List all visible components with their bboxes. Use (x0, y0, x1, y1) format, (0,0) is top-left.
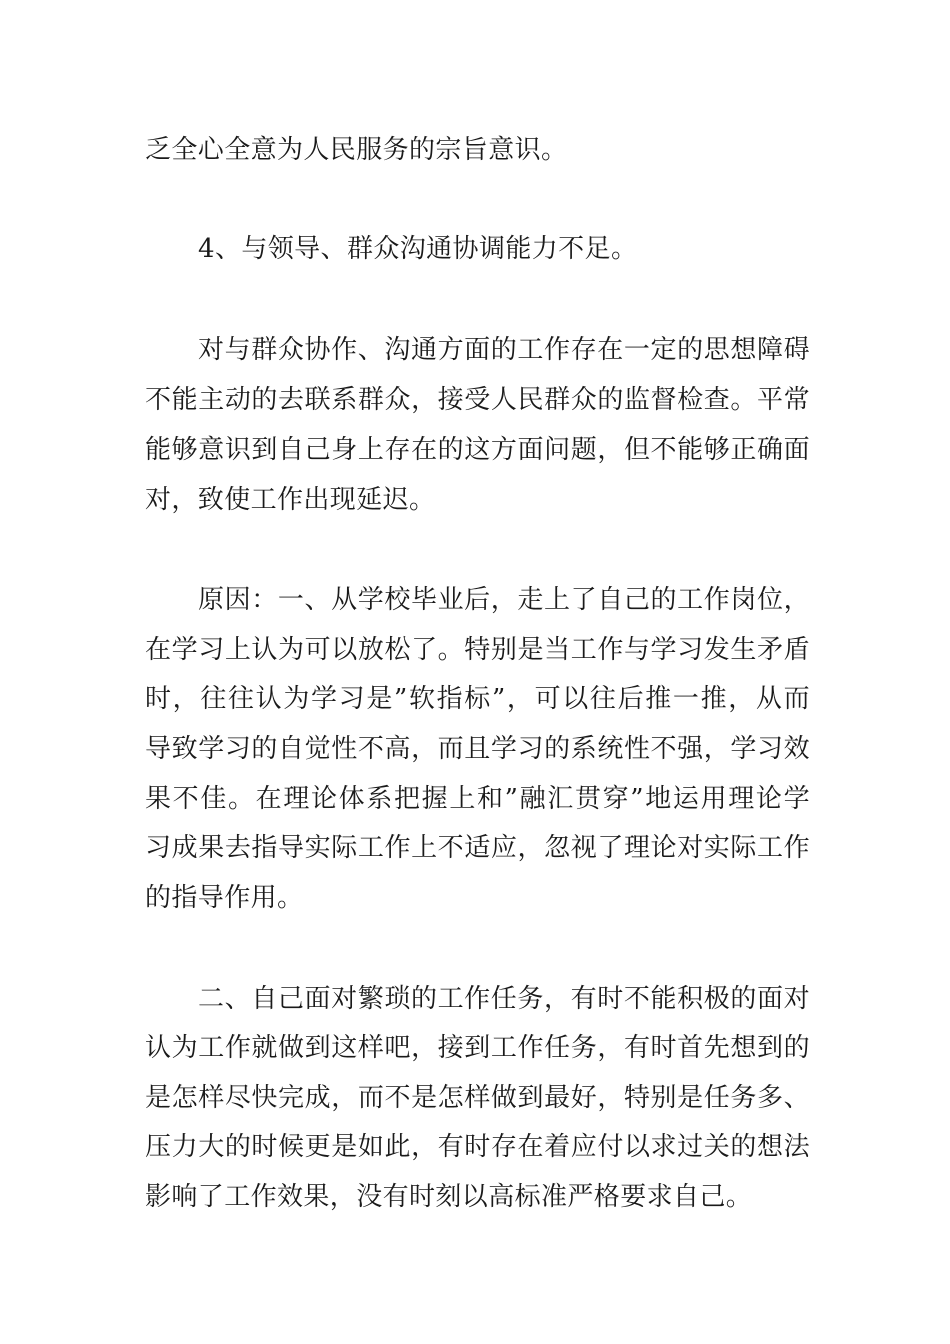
text-line: 习成果去指导实际工作上不适应，忽视了理论对实际工作 (145, 833, 810, 863)
text-line: 影响了工作效果，没有时刻以高标准严格要求自己。 (145, 1182, 753, 1212)
text-line: 的指导作用。 (145, 883, 304, 913)
text-line: 对，致使工作出现延迟。 (145, 485, 436, 515)
text-line: 在学习上认为可以放松了。特别是当工作与学习发生矛盾 (145, 635, 810, 665)
text-line: 不能主动的去联系群众，接受人民群众的监督检查。平常 (145, 385, 810, 415)
text-line: 二、自己面对繁琐的工作任务，有时不能积极的面对 (198, 984, 810, 1014)
text-line: 压力大的时候更是如此，有时存在着应付以求过关的想法 (145, 1132, 810, 1162)
text-line: 对与群众协作、沟通方面的工作存在一定的思想障碍 (198, 335, 810, 365)
text-line: 果不佳。在理论体系把握上和”融汇贯穿”地运用理论学 (145, 784, 810, 814)
text-line: 认为工作就做到这样吧，接到工作任务，有时首先想到的 (145, 1033, 810, 1063)
text-line: 能够意识到自己身上存在的这方面问题，但不能够正确面 (145, 435, 810, 465)
list-item-heading: 4、与领导、群众沟通协调能力不足。 (198, 234, 638, 264)
text-line: 原因：一、从学校毕业后，走上了自己的工作岗位， (198, 585, 810, 615)
text-line: 乏全心全意为人民服务的宗旨意识。 (145, 135, 568, 165)
text-line: 时，往往认为学习是”软指标”，可以往后推一推，从而 (145, 684, 810, 714)
text-line: 导致学习的自觉性不高，而且学习的系统性不强，学习效 (145, 734, 810, 764)
text-line: 是怎样尽快完成，而不是怎样做到最好，特别是任务多、 (145, 1083, 810, 1113)
